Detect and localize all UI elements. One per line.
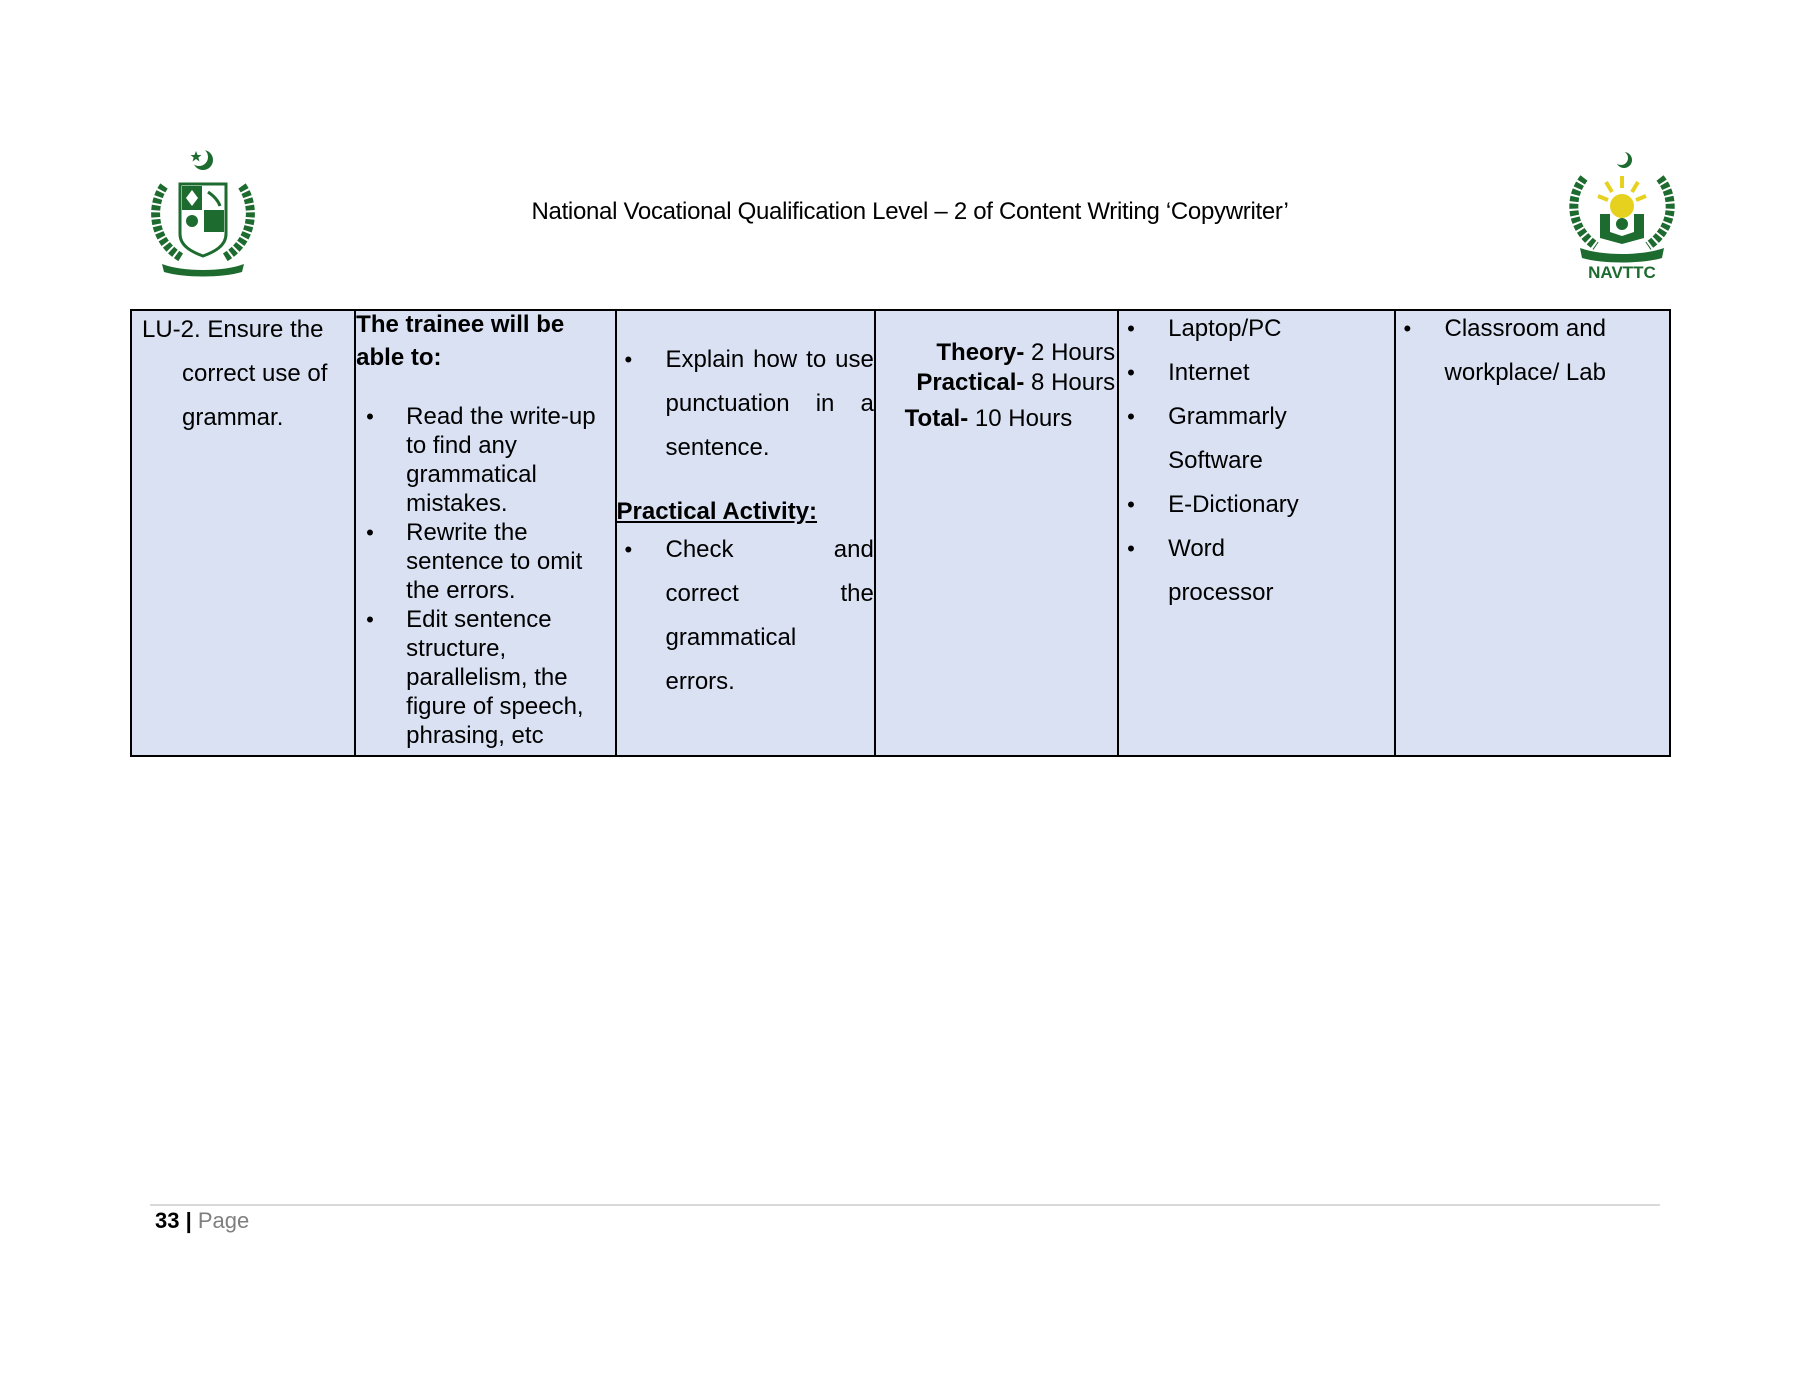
resource-line: Grammarly: [1168, 403, 1287, 430]
svg-text:NAVTTC: NAVTTC: [1588, 263, 1656, 282]
knowledge-cell: [616, 310, 875, 756]
list-item: • E-Dictionary: [1119, 483, 1393, 527]
resource-line: processor: [1168, 579, 1274, 606]
resources-cell: [1118, 310, 1394, 756]
footer-separator: |: [179, 1208, 198, 1233]
practical-activity-list: [617, 528, 874, 704]
document-header-title: [0, 198, 1800, 226]
duration-cell: [875, 310, 1118, 756]
location-line: Classroom and: [1444, 315, 1606, 342]
navttc-logo-icon: [1562, 148, 1682, 282]
theory-hours: [876, 338, 1115, 368]
practical-line: [666, 528, 874, 572]
total-label: Total-: [904, 405, 969, 432]
resource-line: Word: [1168, 535, 1225, 562]
learning-unit-line: grammar.: [182, 404, 284, 431]
practical-line: errors.: [665, 668, 735, 695]
knowledge-list: [617, 338, 874, 470]
word: and: [833, 536, 874, 563]
outcomes-intro: The trainee will be able to:: [356, 311, 565, 371]
learning-unit-cell: [131, 310, 355, 756]
footer-divider: [150, 1204, 1660, 1206]
location-list: [1396, 307, 1669, 395]
practical-line: grammatical: [665, 624, 797, 651]
list-item: [1119, 527, 1393, 615]
list-item: • Read the write-up to find any grammatical mistakes.: [356, 402, 614, 518]
list-item: [1119, 395, 1393, 483]
word: correct: [665, 580, 739, 607]
page-label: Page: [197, 1208, 250, 1233]
page-number: 33: [155, 1208, 180, 1233]
practical-line: [666, 572, 874, 616]
list-item: • Internet: [1119, 351, 1393, 395]
theory-value: 2 Hours: [1024, 339, 1116, 366]
word: the: [840, 580, 874, 607]
outcomes-list: [356, 402, 614, 750]
practical-value: 8 Hours: [1024, 369, 1116, 396]
theory-label: Theory-: [936, 339, 1025, 366]
practical-activity-heading: Practical Activity:: [616, 498, 818, 525]
location-cell: [1395, 310, 1670, 756]
practical-label: Practical-: [916, 369, 1025, 396]
list-item: • Rewrite the sentence to omit the errors.: [356, 518, 614, 605]
practical-hours: [876, 368, 1115, 398]
learning-unit-title: [132, 308, 354, 440]
learning-unit-table: [130, 309, 1671, 757]
total-hours: [876, 404, 1115, 434]
table-row: [131, 310, 1670, 756]
list-item: • Edit sentence structure, parallelism, the figure of speech, phrasing, etc: [356, 605, 614, 750]
word: • Check: [665, 536, 734, 563]
page-footer: [155, 1208, 249, 1234]
learning-unit-line: LU-2. Ensure the: [142, 316, 324, 343]
header-title-text: National Vocational Qualification Level – 2 of Content Writing ‘Copywriter’: [531, 198, 1289, 225]
list-item: • Explain how to use punctuation in a sentence.: [617, 338, 874, 470]
total-value: 10 Hours: [968, 405, 1073, 432]
location-line: workplace/ Lab: [1444, 359, 1606, 386]
learning-unit-line: correct use of: [182, 360, 328, 387]
duration-block: [876, 338, 1117, 434]
learning-outcomes-cell: [355, 310, 615, 756]
resource-line: Software: [1168, 447, 1263, 474]
list-item: [1396, 307, 1669, 395]
resources-list: [1119, 307, 1393, 615]
list-item: [617, 528, 874, 704]
list-item: • Laptop/PC: [1119, 307, 1393, 351]
